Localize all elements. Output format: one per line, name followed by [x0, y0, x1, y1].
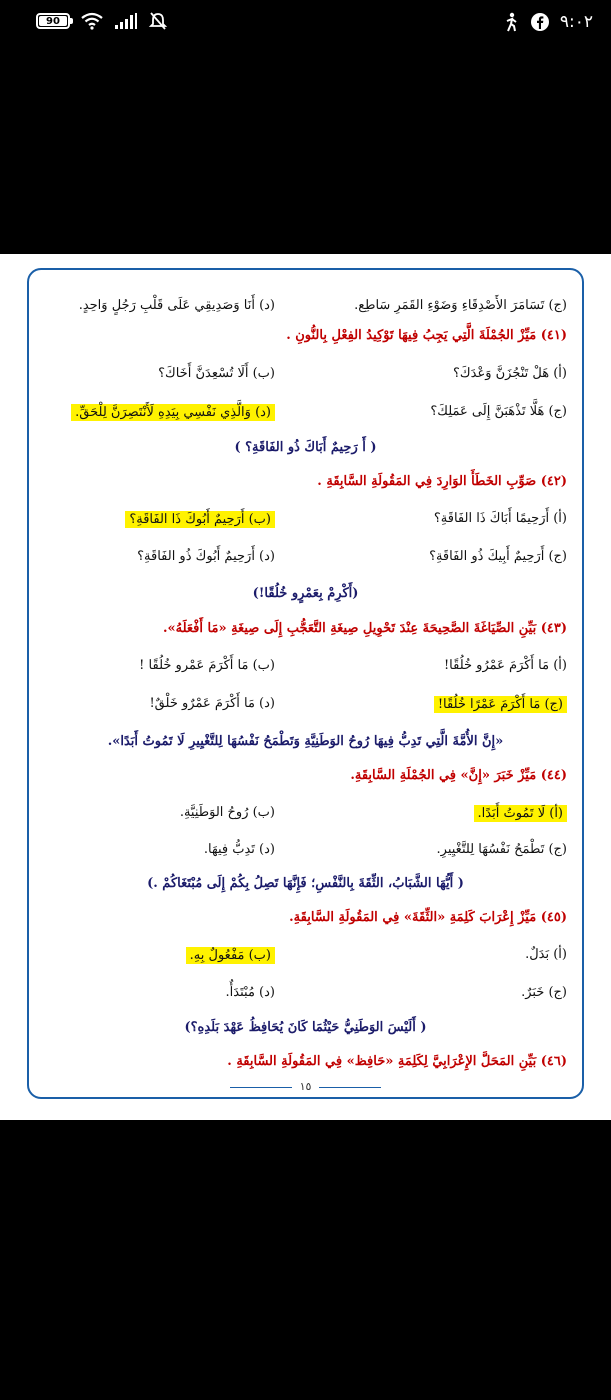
- option-right: (ج) تَسَامَرَ الأَصْدِقَاءِ وَضَوْءِ القَمَرِ سَاطِع.: [354, 298, 567, 313]
- worksheet-page: [0, 254, 611, 1120]
- option-left: (د) وَالَّذِي نَفْسِي بِيَدِهِ لَأَنْتَصِرَنَّ لِلْحَقِّ.: [71, 404, 275, 421]
- status-right: [502, 12, 593, 32]
- question-text: (٤٦) بَيِّنِ المَحَلَّ الإِعْرَابِيَّ لِكَلِمَةِ «حَافِظ» فِي المَقُولَةِ السَّابِقَةِ .: [227, 1054, 567, 1069]
- battery-icon: [36, 13, 70, 29]
- option-right: (أ) لَا تَمُوتُ أَبَدًا.: [474, 805, 567, 822]
- option-left: (د) أَنَا وَصَدِيقِي عَلَى قَلْبِ رَجُلٍ وَاحِدٍ.: [78, 298, 275, 313]
- option-right: (ج) هَلَّا تَذْهَبَنَّ إِلَى عَمَلِكَ؟: [430, 404, 567, 419]
- option-right: (أ) أَرَحِيمًا أَبَاكَ ذَا الفَاقَةِ؟: [433, 511, 567, 526]
- battery-level: 90: [46, 15, 60, 27]
- option-right: (ج) تَطْمَحُ نَفْسُهَا لِلتَّغْيِيرِ.: [436, 842, 567, 857]
- option-left: (ب) مَا أَكْرَمَ عَمْرو خُلُقًا !: [139, 658, 275, 673]
- question-text: (٤٣) بَيِّنِ الصِّيَاغَةَ الصَّحِيحَةَ عِنْدَ تَحْوِيلِ صِيغَةِ التَّعَجُّبِ إِلَى صِيغَةِ «مَا أَفْعَلَهُ».: [162, 621, 567, 636]
- status-time: ٩:٠٢: [559, 12, 593, 32]
- option-left: (د) مَا أَكْرَمَ عَمْرٌو خَلْقٌ!: [149, 696, 275, 711]
- option-left: (د) تَدِبُّ فِيهَا.: [203, 842, 275, 857]
- question-text: (٤١) مَيِّزْ الجُمْلَةَ الَّتِي يَجِبُ فِيهَا تَوْكِيدُ الفِعْلِ بِالنُّونِ .: [286, 328, 567, 343]
- question-text: (٤٢) صَوِّبِ الخَطَأَ الوَارِدَ فِي المَقُولَةِ السَّابِقَةِ .: [317, 474, 567, 489]
- quote-text: ( أَلَيْسَ الوَطَنِيُّ حَيْثُمَا كَانَ يُحَافِظُ عَهْدَ بَلَدِهِ؟): [184, 1020, 427, 1035]
- quote-text: ( أَيُّهَا الشَّبَابُ، الثِّقَةَ بِالنَّفْسِ؛ فَإِنَّهَا تَصِلُ بِكُمْ إِلَى مُبْتَغَاكُمْ .): [147, 876, 464, 891]
- wifi-icon: [80, 12, 104, 30]
- status-left: [36, 11, 168, 31]
- status-bar: [0, 0, 611, 50]
- option-left: (ب) أَلَا تُسْعِدَنَّ أَخَاكَ؟: [158, 366, 275, 381]
- activity-icon: [502, 12, 520, 32]
- option-right: (ج) خَبَرٌ.: [521, 985, 567, 1000]
- page-number: [0, 1080, 611, 1093]
- page-number-text: ١٥: [292, 1080, 320, 1093]
- quote-text: ( أَ رَحِيمٌ أَبَاكَ ذُو الفَاقَةِ؟ ): [234, 440, 377, 455]
- option-right: (ج) مَا أَكْرَمَ عَمْرًا خُلُقًا!: [434, 696, 567, 713]
- page-frame: [27, 268, 584, 1099]
- option-left: (د) أَرَحِيمٌ أَبُوكَ ذُو الفَاقَةِ؟: [137, 549, 275, 564]
- option-left: (د) مُبْتَدَأٌ.: [225, 985, 275, 1000]
- facebook-icon: [530, 12, 550, 32]
- option-right: (أ) بَدَلٌ.: [525, 947, 567, 962]
- option-right: (أ) هَلْ تَنْجُزَنَّ وَعْدَكَ؟: [453, 366, 567, 381]
- option-right: (أ) مَا أَكْرَمَ عَمْرُو خُلُقًا!: [443, 658, 567, 673]
- quote-text: «إِنَّ الأُمَّةَ الَّتِي تَدِبُّ فِيهَا رُوحُ الوَطَنِيَّةِ وَتَطْمَحُ نَفْسُهَا لِلتَّغْيِيرِ لَا تَمُوتُ أَبَدًا».: [107, 734, 504, 749]
- question-text: (٤٤) مَيِّزْ خَبَرَ «إِنَّ» فِي الجُمْلَةِ السَّابِقَةِ.: [350, 768, 567, 783]
- option-left: (ب) مَفْعُولٌ بِهِ.: [186, 947, 275, 964]
- option-right: (ج) أَرَحِيمٌ أَبِيكَ ذُو الفَاقَةِ؟: [429, 549, 567, 564]
- question-text: (٤٥) مَيِّزْ إِعْرَابَ كَلِمَةِ «الثِّقَةَ» فِي المَقُولَةِ السَّابِقَةِ.: [289, 910, 567, 925]
- mute-icon: [148, 11, 168, 31]
- quote-text: (أَكْرِمْ بِعَمْرٍو خُلُقًا!): [252, 586, 359, 601]
- signal-icon: [114, 12, 138, 30]
- option-left: (ب) أَرَحِيمٌ أَبُوكَ ذَا الفَاقَةِ؟: [125, 511, 275, 528]
- option-left: (ب) رُوحُ الوَطَنِيَّةِ.: [179, 805, 275, 820]
